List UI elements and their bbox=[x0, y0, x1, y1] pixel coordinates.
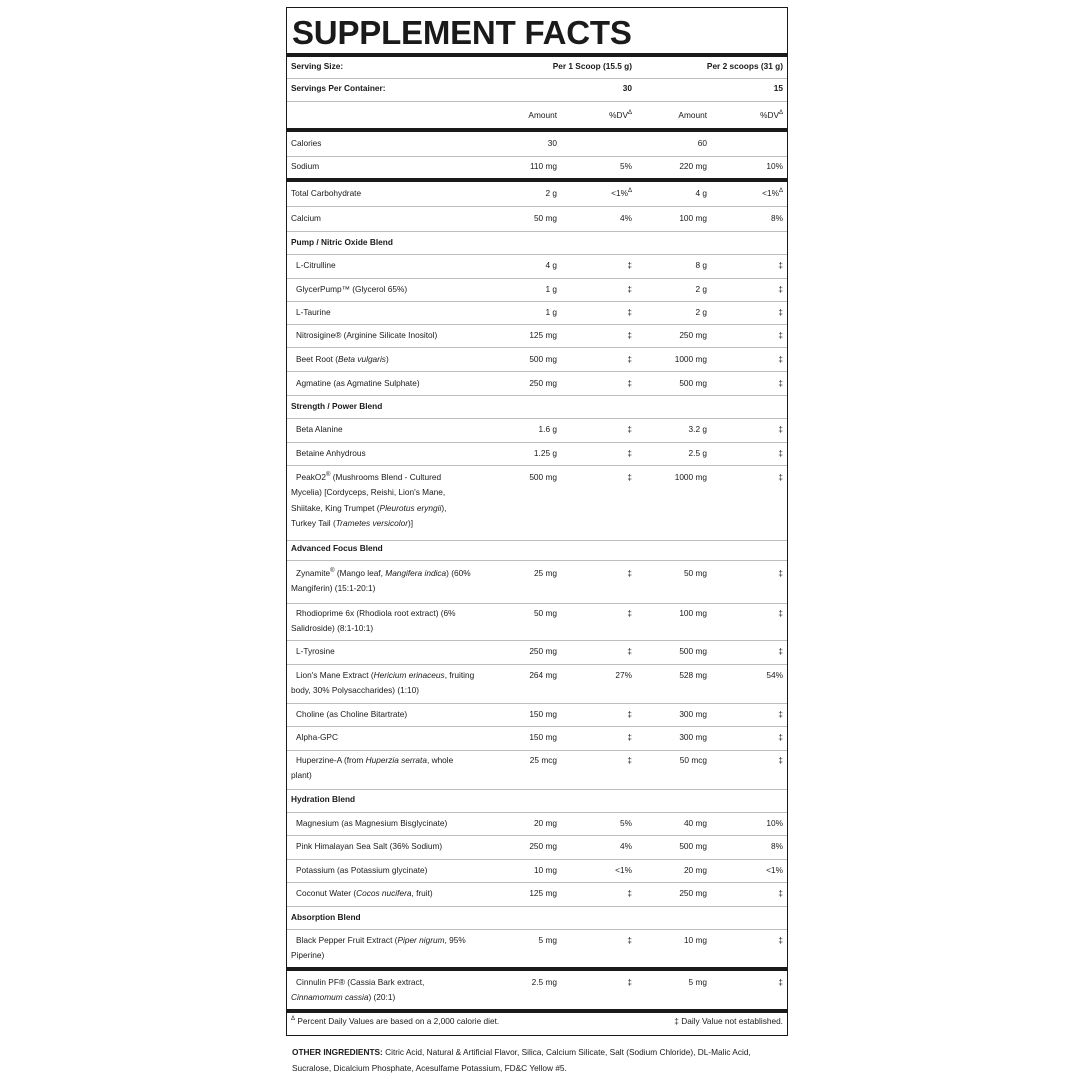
amount-1: 250 mg bbox=[529, 378, 557, 388]
divider bbox=[287, 371, 787, 372]
dv-2: <1%$^\Delta$ bbox=[762, 188, 783, 198]
amount-2: 250 mg bbox=[679, 330, 707, 340]
amount-1: 25 mcg bbox=[529, 755, 557, 765]
divider bbox=[287, 53, 787, 57]
amount-2: 8 g bbox=[695, 260, 707, 270]
divider bbox=[287, 78, 787, 79]
amount-1: 250 mg bbox=[529, 841, 557, 851]
nutrient-name: Calories bbox=[291, 138, 322, 148]
other-ingredients-label: OTHER INGREDIENTS: bbox=[292, 1047, 383, 1057]
ingredient-name: Magnesium (as Magnesium Bisglycinate) bbox=[296, 818, 448, 828]
divider bbox=[287, 1009, 787, 1013]
amount-1: 500 mg bbox=[529, 354, 557, 364]
amount-2: 500 mg bbox=[679, 646, 707, 656]
dv-1: 4% bbox=[620, 213, 632, 223]
other-ingredients-text: Citric Acid, Natural & Artificial Flavor, Silica, Calcium Silicate, Salt (Sodium Chloride), DL-Malic Acid, Sucralose, Dicalcium Phosphate, Acesulfame Potassium, FD&C Yellow #5. bbox=[292, 1047, 751, 1073]
ingredient-name: Choline (as Choline Bitartrate) bbox=[296, 709, 408, 719]
ingredient-name: Pink Himalayan Sea Salt (36% Sodium) bbox=[296, 841, 443, 851]
dv-2: ‡ bbox=[778, 709, 783, 719]
dv-2: ‡ bbox=[778, 888, 783, 898]
dv-2: ‡ bbox=[778, 472, 783, 482]
amount-1: 25 mg bbox=[533, 568, 557, 578]
dv-2: ‡ bbox=[778, 378, 783, 388]
other-ingredients bbox=[292, 1044, 788, 1076]
amount-2: 2 g bbox=[695, 307, 707, 317]
section-title: Strength / Power Blend bbox=[291, 401, 383, 411]
divider bbox=[287, 906, 787, 907]
amount-1: 2.5 mg bbox=[531, 977, 557, 987]
dv-2: ‡ bbox=[778, 732, 783, 742]
divider bbox=[287, 750, 787, 751]
amount-1: 1 g bbox=[545, 307, 557, 317]
dv-2: 8% bbox=[771, 213, 783, 223]
ingredient-name: Beta Alanine bbox=[296, 424, 343, 434]
nutrient-name: Calcium bbox=[291, 213, 321, 223]
divider bbox=[287, 603, 787, 604]
divider bbox=[287, 967, 787, 971]
header-amount-1: Amount bbox=[528, 110, 557, 120]
divider bbox=[287, 254, 787, 255]
servings-per-container-label: Servings Per Container: bbox=[291, 83, 386, 93]
dv-1: ‡ bbox=[627, 378, 632, 388]
dv-1: ‡ bbox=[627, 260, 632, 270]
dv-2: 10% bbox=[766, 818, 783, 828]
divider bbox=[287, 640, 787, 641]
serving-size-one: Per 1 Scoop (15.5 g) bbox=[552, 61, 632, 71]
ingredient-name: PeakO2® (Mushrooms Blend - Cultured Mycelia) [Cordyceps, Reishi, Lion's Mane, Shiitake, King Trumpet (Pleurotus eryngii), Turkey Tail (Trametes versicolor)] bbox=[291, 472, 447, 528]
ingredient-name: L-Citrulline bbox=[296, 260, 336, 270]
panel-title: SUPPLEMENT FACTS bbox=[292, 14, 632, 51]
dv-footnote: $^\Delta$ Percent Daily Values are based on a 2,000 calorie diet. bbox=[291, 1016, 500, 1026]
amount-1: 110 mg bbox=[529, 161, 557, 171]
dv-1: 5% bbox=[620, 818, 632, 828]
servings-one: 30 bbox=[622, 83, 632, 93]
ingredient-name: Huperzine-A (from Huperzia serrata, whole plant) bbox=[291, 755, 454, 781]
ingredient-name: Beet Root (Beta vulgaris) bbox=[296, 354, 389, 364]
amount-1: 4 g bbox=[545, 260, 557, 270]
dv-2: ‡ bbox=[778, 307, 783, 317]
dv-1: ‡ bbox=[627, 472, 632, 482]
header-dv-2: $\%DV^\Delta$ bbox=[760, 110, 783, 120]
header-amount-2: Amount bbox=[678, 110, 707, 120]
divider bbox=[287, 156, 787, 157]
ingredient-name: Nitrosigine® (Arginine Silicate Inositol) bbox=[296, 330, 438, 340]
amount-1: 20 mg bbox=[533, 818, 557, 828]
amount-2: 10 mg bbox=[683, 935, 707, 945]
ingredient-name: L-Taurine bbox=[296, 307, 331, 317]
divider bbox=[287, 703, 787, 704]
dv-1: <1% bbox=[615, 865, 632, 875]
servings-two: 15 bbox=[773, 83, 783, 93]
divider bbox=[287, 789, 787, 790]
divider bbox=[287, 301, 787, 302]
dv-1: ‡ bbox=[627, 330, 632, 340]
amount-2: 5 mg bbox=[688, 977, 707, 987]
divider bbox=[287, 835, 787, 836]
amount-2: 3.2 g bbox=[688, 424, 707, 434]
amount-1: 125 mg bbox=[529, 888, 557, 898]
ingredient-name: Betaine Anhydrous bbox=[296, 448, 366, 458]
amount-2: 500 mg bbox=[679, 378, 707, 388]
ingredient-name: Cinnulin PF® (Cassia Bark extract, Cinnamomum cassia) (20:1) bbox=[291, 977, 425, 1003]
divider bbox=[287, 560, 787, 561]
divider bbox=[287, 324, 787, 325]
ingredient-name: Agmatine (as Agmatine Sulphate) bbox=[296, 378, 420, 388]
amount-1: 30 bbox=[547, 138, 557, 148]
amount-2: 4 g bbox=[695, 188, 707, 198]
dv-2: ‡ bbox=[778, 354, 783, 364]
dv-2: 10% bbox=[766, 161, 783, 171]
amount-2: 300 mg bbox=[679, 732, 707, 742]
divider bbox=[287, 128, 787, 132]
amount-1: 10 mg bbox=[533, 865, 557, 875]
dv-1: ‡ bbox=[627, 448, 632, 458]
divider bbox=[287, 929, 787, 930]
amount-1: 2 g bbox=[545, 188, 557, 198]
ingredient-name: Potassium (as Potassium glycinate) bbox=[296, 865, 428, 875]
ingredient-name: GlycerPump™ (Glycerol 65%) bbox=[296, 284, 408, 294]
dv-1: ‡ bbox=[627, 608, 632, 618]
amount-1: 250 mg bbox=[529, 646, 557, 656]
dv-2: ‡ bbox=[778, 977, 783, 987]
dv-2: 8% bbox=[771, 841, 783, 851]
dv-2: ‡ bbox=[778, 608, 783, 618]
dv-1: ‡ bbox=[627, 732, 632, 742]
divider bbox=[287, 465, 787, 466]
serving-size-label: Serving Size: bbox=[291, 61, 344, 71]
divider bbox=[287, 395, 787, 396]
amount-1: 125 mg bbox=[529, 330, 557, 340]
ingredient-name: Black Pepper Fruit Extract (Piper nigrum, 95% Piperine) bbox=[291, 935, 466, 961]
dv-1: 27% bbox=[615, 670, 632, 680]
dv-2: ‡ bbox=[778, 330, 783, 340]
dv-2: 54% bbox=[766, 670, 783, 680]
amount-1: 1 g bbox=[545, 284, 557, 294]
ingredient-name: Zynamite® (Mango leaf, Mangifera indica) (60% Mangiferin) (15:1-20:1) bbox=[291, 568, 471, 594]
amount-2: 100 mg bbox=[679, 213, 707, 223]
amount-2: 528 mg bbox=[679, 670, 707, 680]
amount-2: 500 mg bbox=[679, 841, 707, 851]
amount-1: 1.25 g bbox=[533, 448, 557, 458]
amount-2: 50 mcg bbox=[679, 755, 707, 765]
dv-2: ‡ bbox=[778, 755, 783, 765]
dv-1: <1%$^\Delta$ bbox=[611, 188, 632, 198]
dv-1: ‡ bbox=[627, 755, 632, 765]
dv-1: 5% bbox=[620, 161, 632, 171]
dv-1: ‡ bbox=[627, 935, 632, 945]
amount-2: 1000 mg bbox=[674, 354, 707, 364]
dv-2: ‡ bbox=[778, 260, 783, 270]
not-established-footnote: ‡ Daily Value not established. bbox=[674, 1016, 783, 1026]
ingredient-name: Rhodioprime 6x (Rhodiola root extract) (6% Salidroside) (8:1-10:1) bbox=[291, 608, 456, 634]
divider bbox=[287, 101, 787, 102]
divider bbox=[287, 664, 787, 665]
divider bbox=[287, 442, 787, 443]
supplement-facts-panel bbox=[286, 7, 788, 1036]
dv-1: ‡ bbox=[627, 354, 632, 364]
dv-2: ‡ bbox=[778, 424, 783, 434]
amount-1: 150 mg bbox=[529, 732, 557, 742]
amount-2: 60 bbox=[697, 138, 707, 148]
divider bbox=[287, 278, 787, 279]
dv-1: ‡ bbox=[627, 888, 632, 898]
amount-2: 100 mg bbox=[679, 608, 707, 618]
dv-2: ‡ bbox=[778, 568, 783, 578]
serving-size-two: Per 2 scoops (31 g) bbox=[706, 61, 783, 71]
amount-2: 300 mg bbox=[679, 709, 707, 719]
dv-1: ‡ bbox=[627, 568, 632, 578]
divider bbox=[287, 418, 787, 419]
amount-2: 2 g bbox=[695, 284, 707, 294]
amount-1: 50 mg bbox=[533, 213, 557, 223]
amount-1: 5 mg bbox=[538, 935, 557, 945]
nutrient-name: Total Carbohydrate bbox=[291, 188, 362, 198]
dv-1: 4% bbox=[620, 841, 632, 851]
amount-1: 50 mg bbox=[533, 608, 557, 618]
amount-1: 264 mg bbox=[529, 670, 557, 680]
amount-2: 220 mg bbox=[679, 161, 707, 171]
amount-1: 1.6 g bbox=[538, 424, 557, 434]
header-dv-1: $\%DV^\Delta$ bbox=[609, 110, 632, 120]
section-title: Hydration Blend bbox=[291, 794, 356, 804]
section-title: Absorption Blend bbox=[291, 912, 361, 922]
dv-2: ‡ bbox=[778, 284, 783, 294]
amount-2: 250 mg bbox=[679, 888, 707, 898]
divider bbox=[287, 347, 787, 348]
amount-2: 50 mg bbox=[683, 568, 707, 578]
dv-1: ‡ bbox=[627, 709, 632, 719]
amount-2: 1000 mg bbox=[674, 472, 707, 482]
amount-2: 40 mg bbox=[683, 818, 707, 828]
ingredient-name: Coconut Water (Cocos nucifera, fruit) bbox=[296, 888, 433, 898]
divider bbox=[287, 882, 787, 883]
ingredient-name: Alpha-GPC bbox=[296, 732, 338, 742]
divider bbox=[287, 859, 787, 860]
amount-1: 500 mg bbox=[529, 472, 557, 482]
amount-1: 150 mg bbox=[529, 709, 557, 719]
section-title: Pump / Nitric Oxide Blend bbox=[291, 237, 393, 247]
ingredient-name: Lion's Mane Extract (Hericium erinaceus, fruiting body, 30% Polysaccharides) (1:10) bbox=[291, 670, 475, 696]
ingredient-name: L-Tyrosine bbox=[296, 646, 335, 656]
section-title: Advanced Focus Blend bbox=[291, 543, 383, 553]
dv-2: ‡ bbox=[778, 646, 783, 656]
dv-2: <1% bbox=[766, 865, 783, 875]
dv-2: ‡ bbox=[778, 448, 783, 458]
dv-1: ‡ bbox=[627, 307, 632, 317]
divider bbox=[287, 726, 787, 727]
divider bbox=[287, 812, 787, 813]
amount-2: 20 mg bbox=[683, 865, 707, 875]
divider bbox=[287, 231, 787, 232]
dv-1: ‡ bbox=[627, 424, 632, 434]
dv-2: ‡ bbox=[778, 935, 783, 945]
divider bbox=[287, 206, 787, 207]
divider bbox=[287, 178, 787, 182]
dv-1: ‡ bbox=[627, 977, 632, 987]
dv-1: ‡ bbox=[627, 284, 632, 294]
nutrient-name: Sodium bbox=[291, 161, 320, 171]
dv-1: ‡ bbox=[627, 646, 632, 656]
amount-2: 2.5 g bbox=[688, 448, 707, 458]
